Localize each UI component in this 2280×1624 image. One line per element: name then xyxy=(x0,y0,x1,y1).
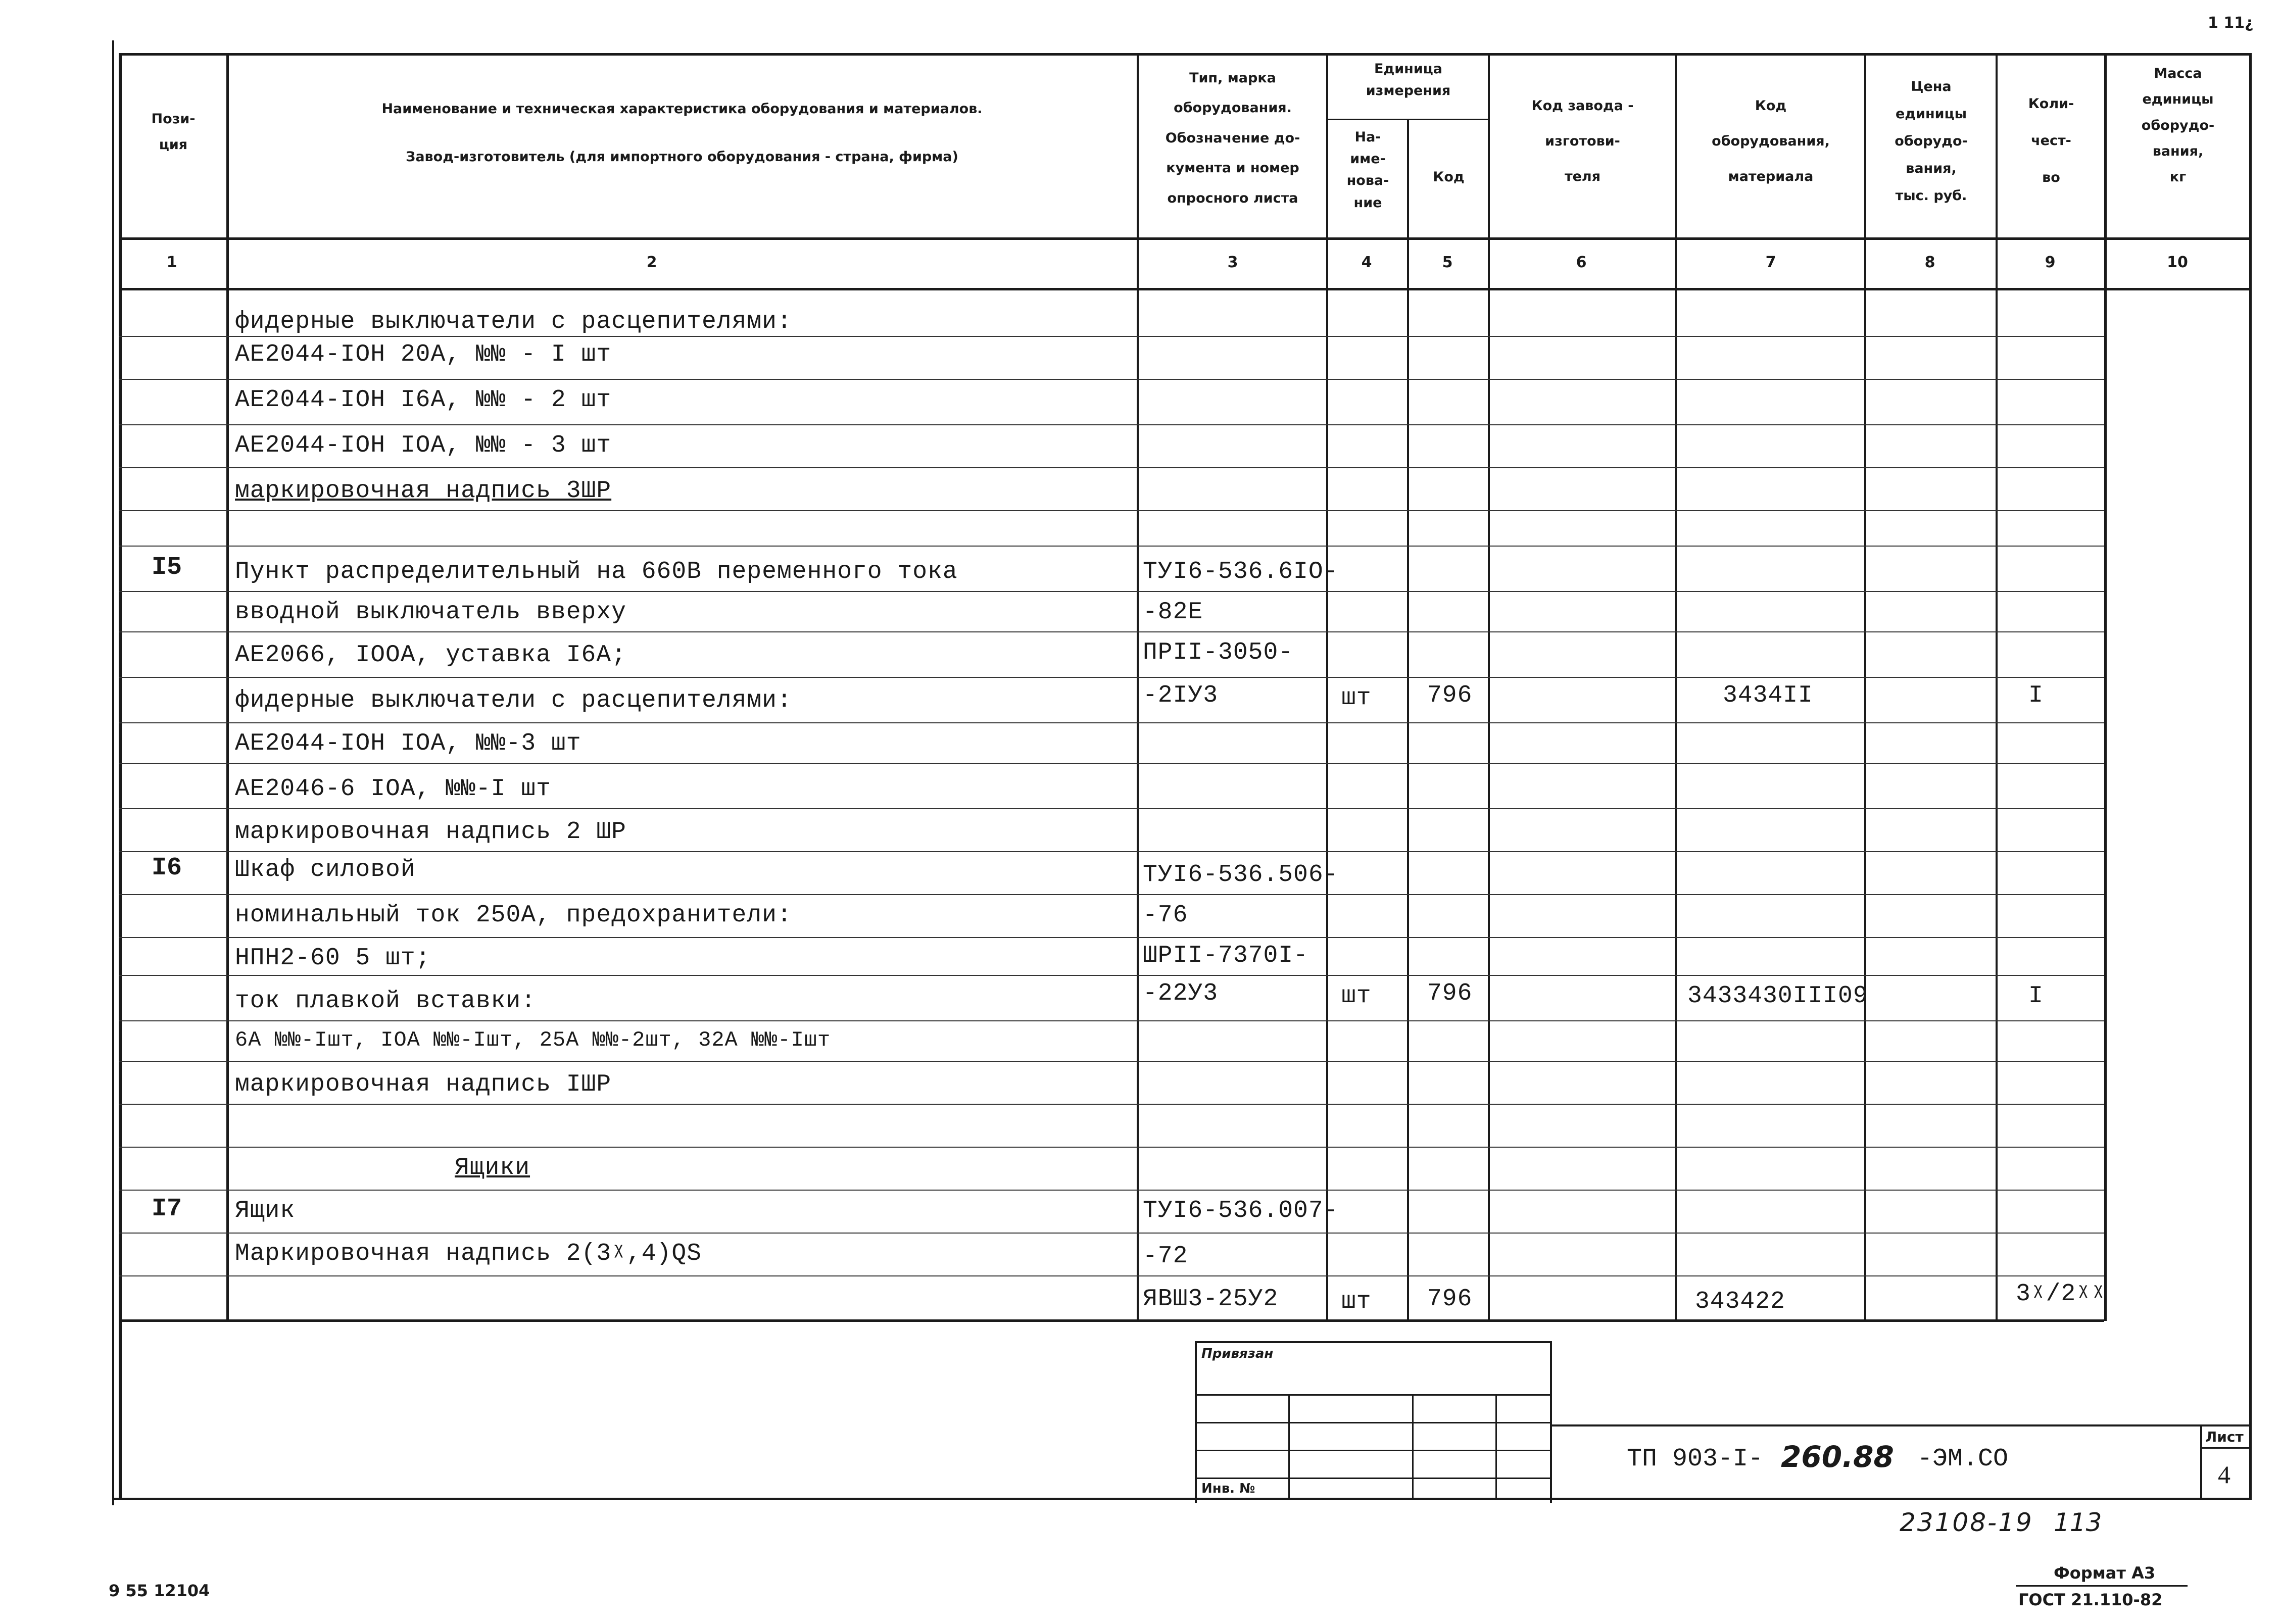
item-type: -82Е xyxy=(1143,599,1203,626)
item-unit-code: 796 xyxy=(1427,1286,1473,1313)
item-name: АЕ2044-IОН I6А, №№ - 2 шт xyxy=(235,386,612,414)
item-name: маркировочная надпись IШР xyxy=(235,1071,612,1098)
gost-label: ГОСТ 21.110-82 xyxy=(2018,1590,2163,1609)
column-number: 2 xyxy=(646,254,657,271)
archive-number: 23108-19 xyxy=(1900,1508,2033,1537)
sheet-number: 4 xyxy=(2218,1460,2230,1489)
doc-suffix: -ЭМ.СО xyxy=(1917,1445,2009,1473)
header-unit-name: На- име- нова- ние xyxy=(1346,129,1389,211)
item-name: Маркировочная надпись 2(3ᵡ,4)QS xyxy=(235,1240,702,1267)
column-number: 6 xyxy=(1576,254,1587,271)
column-number: 3 xyxy=(1227,254,1238,271)
stamp-bound-label: Привязан xyxy=(1201,1346,1274,1361)
column-number: 10 xyxy=(2167,254,2188,271)
item-name: Ящик xyxy=(235,1197,296,1224)
item-type: ТУI6-536.6IО- xyxy=(1143,558,1339,585)
header-unit-code: Код xyxy=(1433,169,1465,185)
item-name: Пункт распределительный на 660В переменного тока xyxy=(235,558,958,585)
doc-prefix: ТП 903-I- xyxy=(1627,1445,1764,1473)
item-quantity: I xyxy=(2028,682,2044,709)
item-type: -76 xyxy=(1143,902,1188,929)
header-quantity: Коли- чест- во xyxy=(2028,96,2074,185)
header-type: Тип, марка оборудования. Обозначение до- кумента и номер опросного листа xyxy=(1165,70,1300,206)
item-name: АЕ2044-IОН IОА, №№ - 3 шт xyxy=(235,432,612,459)
item-position: I7 xyxy=(152,1195,182,1223)
item-position: I6 xyxy=(152,854,182,882)
item-type: ТУI6-536.007- xyxy=(1143,1197,1339,1224)
item-type: ШРII-7370I- xyxy=(1143,942,1308,969)
item-type: ПРII-3050- xyxy=(1143,639,1294,666)
item-type: -72 xyxy=(1143,1243,1188,1270)
item-name: фидерные выключатели с расцепителями: xyxy=(235,308,792,335)
column-number: 4 xyxy=(1361,254,1372,271)
item-name: номинальный ток 250А, предохранители: xyxy=(235,902,792,929)
format-label: Формат А3 xyxy=(2054,1563,2156,1583)
column-number: 1 xyxy=(166,254,177,271)
item-quantity: I xyxy=(2028,982,2044,1010)
item-name: АЕ2046-6 IОА, №№-I шт xyxy=(235,775,551,803)
item-position: I5 xyxy=(152,553,182,582)
item-name: фидерные выключатели с расцепителями: xyxy=(235,687,792,714)
item-name: АЕ2066, IООА, уставка I6А; xyxy=(235,642,626,669)
item-type: ЯВШ3-25У2 xyxy=(1143,1286,1279,1313)
item-unit: шт xyxy=(1341,684,1372,712)
item-name: АЕ2044-IОН IОА, №№-3 шт xyxy=(235,730,581,757)
left-code: 9 55 12104 xyxy=(109,1581,210,1600)
corner-mark: 1 11¿ xyxy=(2208,14,2254,32)
column-number: 8 xyxy=(1924,254,1935,271)
header-mass: Масса единицы оборудо- вания, кг xyxy=(2141,66,2215,185)
item-type: ТУI6-536.506- xyxy=(1143,861,1339,889)
item-unit: шт xyxy=(1341,982,1372,1010)
header-price: Цена единицы оборудо- вания, тыс. руб. xyxy=(1895,79,1968,204)
sheet-label: Лист xyxy=(2205,1429,2244,1445)
item-type: -2IУ3 xyxy=(1143,682,1219,709)
header-equipment-code: Код оборудования, материала xyxy=(1712,98,1830,185)
header-position: Пози- ция xyxy=(151,111,196,153)
item-equipment-code: 3433430III09 xyxy=(1687,982,1868,1010)
item-unit-code: 796 xyxy=(1427,682,1473,709)
header-unit-group: Единица измерения xyxy=(1366,61,1451,99)
header-name-line2: Завод-изготовитель (для импортного оборудования - страна, фирма) xyxy=(406,149,958,165)
item-quantity: 3ᵡ/2ᵡᵡ xyxy=(2016,1281,2106,1308)
item-name: НПН2-60 5 шт; xyxy=(235,945,431,972)
item-name: АЕ2044-IОН 20А, №№ - I шт xyxy=(235,341,612,368)
item-name: маркировочная надпись 2 ШР xyxy=(235,818,626,846)
item-name: вводной выключатель вверху xyxy=(235,599,626,626)
item-equipment-code: 3434II xyxy=(1723,682,1813,709)
column-number: 7 xyxy=(1765,254,1776,271)
item-name: маркировочная надпись 3ШР xyxy=(235,477,612,505)
column-number: 5 xyxy=(1442,254,1453,271)
header-name-line1: Наименование и техническая характеристика оборудования и материалов. xyxy=(381,101,983,117)
column-number: 9 xyxy=(2045,254,2056,271)
item-unit: шт xyxy=(1341,1288,1372,1315)
item-name: 6А №№-Iшт, IОА №№-Iшт, 25А №№-2шт, 32А №№-Iшт xyxy=(235,1028,831,1052)
item-name: ток плавкой вставки: xyxy=(235,988,537,1015)
header-manufacturer-code: Код завода - изготови- теля xyxy=(1531,98,1634,185)
item-equipment-code: 343422 xyxy=(1695,1288,1785,1315)
stamp-inv-label: Инв. № xyxy=(1201,1481,1255,1496)
item-type: -22У3 xyxy=(1143,980,1219,1007)
section-heading: Ящики xyxy=(455,1154,530,1182)
item-name: Шкаф силовой xyxy=(235,856,416,883)
item-unit-code: 796 xyxy=(1427,980,1473,1007)
doc-number: 260.88 xyxy=(1781,1440,1894,1474)
archive-page: 113 xyxy=(2054,1508,2102,1537)
